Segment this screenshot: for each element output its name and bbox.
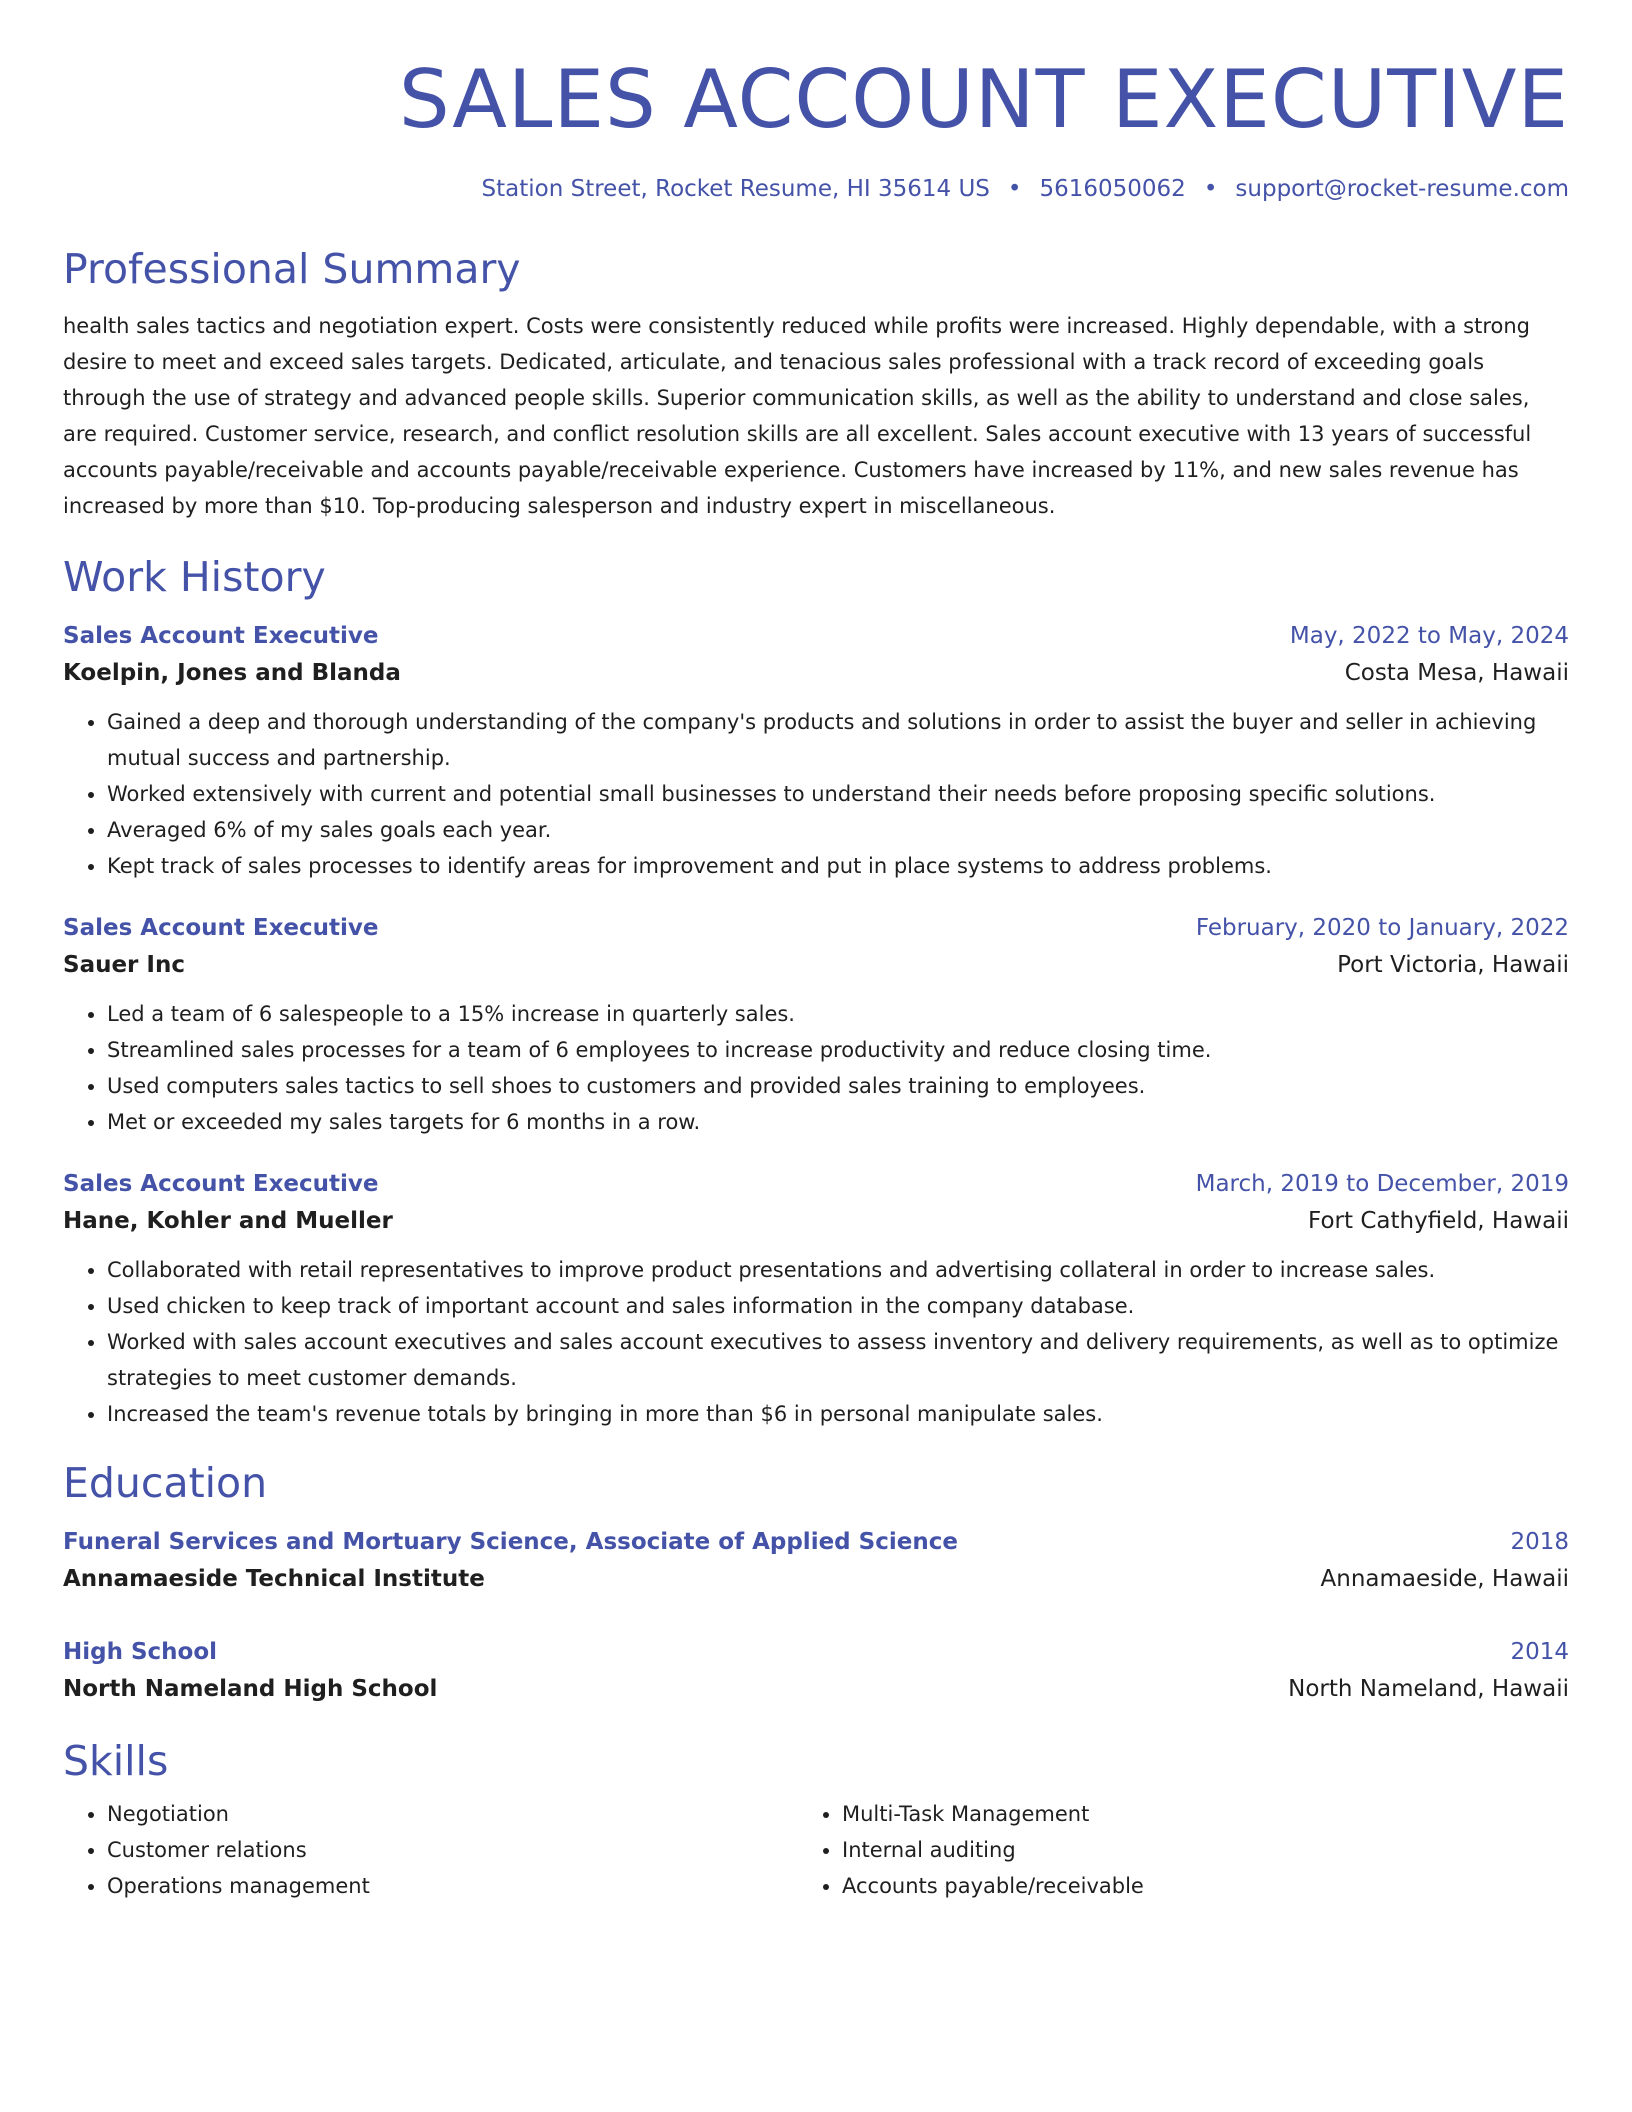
- job-bullet: • Increased the team's revenue totals by bringing in more than $6 in personal manipulate sales.: [107, 1396, 1569, 1432]
- contact-address: Station Street, Rocket Resume, HI 35614 US: [481, 176, 990, 202]
- job-title: Sales Account Executive: [63, 1171, 379, 1197]
- contact-email: support@rocket-resume.com: [1235, 176, 1569, 202]
- skills-heading: Skills: [63, 1737, 169, 1785]
- job-bullet: • Worked extensively with current and potential small businesses to understand their needs before proposing specific solutions.: [107, 776, 1569, 812]
- skills-column-left: [63, 1796, 798, 1904]
- job-entry: [63, 910, 1569, 1140]
- work-history-heading: Work History: [63, 553, 326, 601]
- job-dates: March, 2019 to December, 2019: [1195, 1171, 1569, 1197]
- job-dates: May, 2022 to May, 2024: [1289, 623, 1569, 649]
- job-dates: February, 2020 to January, 2022: [1195, 915, 1569, 941]
- skills-column-right: [798, 1796, 1533, 1904]
- job-bullet: • Gained a deep and thorough understanding of the company's products and solutions in order to assist the buyer and seller in achieving mutual success and partnership.: [107, 704, 1569, 776]
- job-bullet: • Led a team of 6 salespeople to a 15% increase in quarterly sales.: [107, 996, 1569, 1032]
- education-year: 2014: [1510, 1639, 1569, 1665]
- job-location: Costa Mesa, Hawaii: [1344, 660, 1569, 686]
- education-school: Annamaeside Technical Institute: [63, 1566, 485, 1592]
- education-degree: Funeral Services and Mortuary Science, Associate of Applied Science: [63, 1529, 958, 1555]
- education-year: 2018: [1510, 1529, 1569, 1555]
- job-entry: [63, 1166, 1569, 1432]
- contact-line: [63, 174, 1569, 204]
- skills-list: [63, 1796, 1569, 1904]
- contact-phone: 5616050062: [1039, 176, 1186, 202]
- job-title: Sales Account Executive: [63, 623, 379, 649]
- education-degree: High School: [63, 1639, 218, 1665]
- skill-item: • Multi-Task Management: [842, 1796, 1533, 1832]
- summary-heading: Professional Summary: [63, 245, 521, 293]
- education-location: Annamaeside, Hawaii: [1320, 1566, 1569, 1592]
- job-bullets: [63, 704, 1569, 884]
- skill-item: • Negotiation: [107, 1796, 798, 1832]
- job-bullets: [63, 996, 1569, 1140]
- job-bullet: • Kept track of sales processes to identify areas for improvement and put in place systems to address problems.: [107, 848, 1569, 884]
- job-company: Hane, Kohler and Mueller: [63, 1208, 393, 1234]
- job-bullet: • Used chicken to keep track of important account and sales information in the company database.: [107, 1288, 1569, 1324]
- skill-item: • Customer relations: [107, 1832, 798, 1868]
- education-entry: [63, 1634, 1569, 1708]
- job-location: Port Victoria, Hawaii: [1337, 952, 1569, 978]
- job-bullet: • Collaborated with retail representatives to improve product presentations and advertising collateral in order to increase sales.: [107, 1252, 1569, 1288]
- job-company: Koelpin, Jones and Blanda: [63, 660, 401, 686]
- job-bullet: • Streamlined sales processes for a team of 6 employees to increase productivity and reduce closing time.: [107, 1032, 1569, 1068]
- summary-text: health sales tactics and negotiation expert. Costs were consistently reduced while profits were increased. Highly dependable, with a strong desire to meet and exceed sales targets. Dedicated, articulate, and tenacious sales professional with a track record of exceeding goals through the use of strategy and advanced people skills. Superior communication skills, as well as the ability to understand and close sales, are required. Customer service, research, and conflict resolution skills are all excellent. Sales account executive with 13 years of successful accounts payable/receivable and accounts payable/receivable experience. Customers have increased by 11%, and new sales revenue has increased by more than $10. Top-producing salesperson and industry expert in miscellaneous.: [63, 314, 1532, 518]
- contact-separator: •: [1007, 176, 1022, 202]
- job-bullet: • Averaged 6% of my sales goals each year.: [107, 812, 1569, 848]
- job-location: Fort Cathyfield, Hawaii: [1308, 1208, 1569, 1234]
- job-bullet: • Worked with sales account executives and sales account executives to assess inventory and delivery requirements, as well as to optimize strategies to meet customer demands.: [107, 1324, 1569, 1396]
- skill-item: • Internal auditing: [842, 1832, 1533, 1868]
- job-bullet: • Met or exceeded my sales targets for 6 months in a row.: [107, 1104, 1569, 1140]
- job-bullet: • Used computers sales tactics to sell shoes to customers and provided sales training to employees.: [107, 1068, 1569, 1104]
- education-heading: Education: [63, 1459, 268, 1507]
- job-company: Sauer Inc: [63, 952, 185, 978]
- resume-title: SALES ACCOUNT EXECUTIVE: [398, 53, 1569, 146]
- education-school: North Nameland High School: [63, 1676, 438, 1702]
- skill-item: • Accounts payable/receivable: [842, 1868, 1533, 1904]
- education-location: North Nameland, Hawaii: [1288, 1676, 1569, 1702]
- skill-item: • Operations management: [107, 1868, 798, 1904]
- job-title: Sales Account Executive: [63, 915, 379, 941]
- job-bullets: [63, 1252, 1569, 1432]
- job-entry: [63, 618, 1569, 884]
- education-entry: [63, 1524, 1569, 1598]
- contact-separator: •: [1203, 176, 1218, 202]
